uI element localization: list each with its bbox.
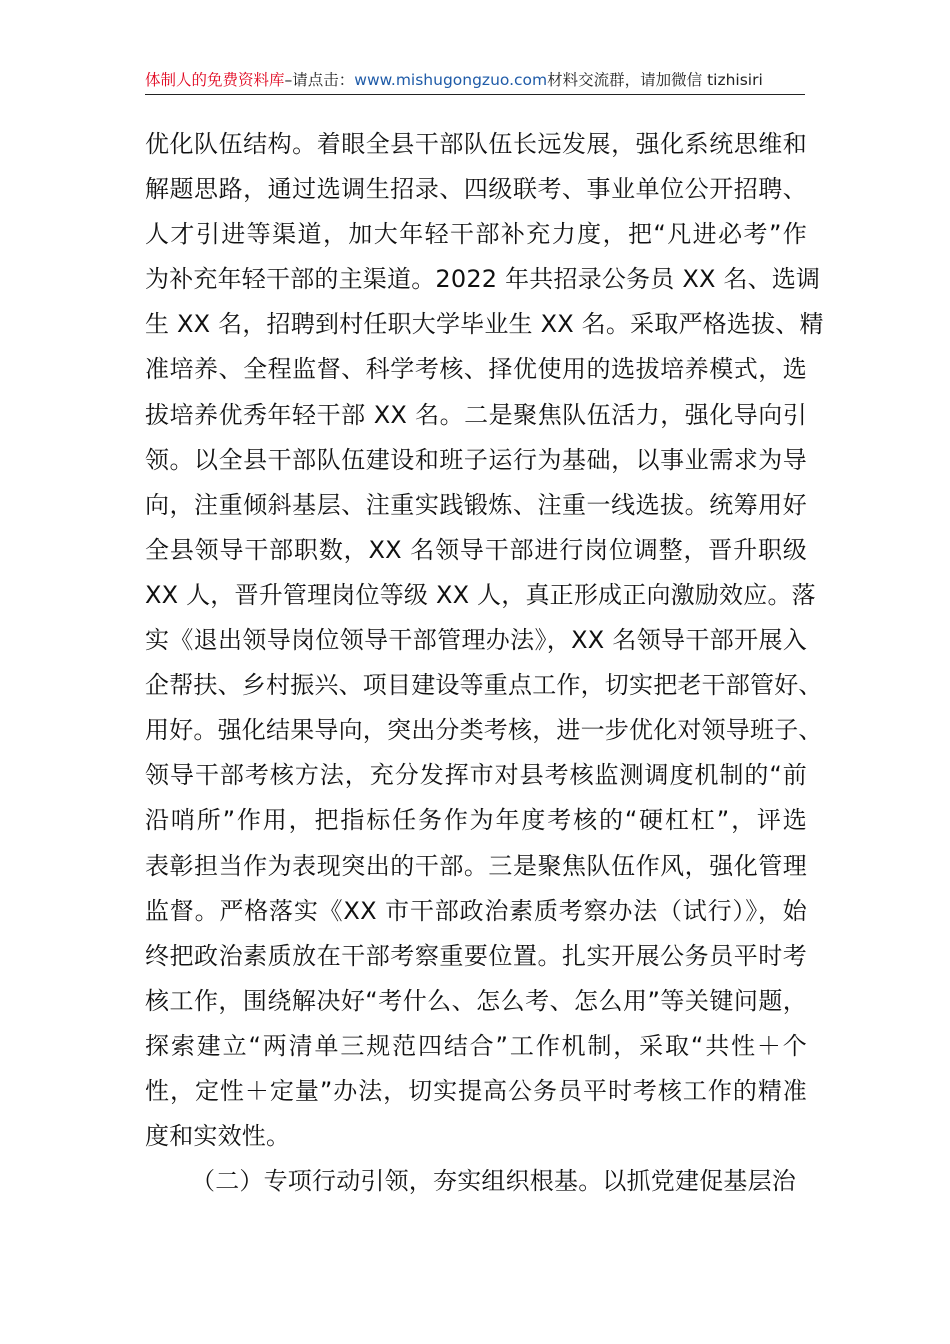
header-lead: –请点击： (284, 71, 355, 89)
text-line: 领。以全县干部队伍建设和班子运行为基础，以事业需求为导 (145, 445, 807, 474)
text-line: 生 XX 名，招聘到村任职大学毕业生 XX 名。采取严格选拔、精 (145, 310, 824, 339)
text-line: 沿哨所”作用，把指标任务作为年度考核的“硬杠杠”，评选 (145, 806, 807, 835)
header-url-link[interactable]: www.mishugongzuo.com (354, 71, 548, 89)
text-line: 企帮扶、乡村振兴、项目建设等重点工作，切实把老干部管好、 (145, 671, 823, 700)
text-line: 向，注重倾斜基层、注重实践锻炼、注重一线选拔。统筹用好 (145, 490, 807, 519)
text-line: 优化队伍结构。着眼全县干部队伍长远发展，强化系统思维和 (145, 130, 807, 158)
text-line: 表彰担当作为表现突出的干部。三是聚焦队伍作风，强化管理 (145, 851, 807, 880)
text-line: 探索建立“两清单三规范四结合”工作机制，采取“共性＋个 (145, 1031, 807, 1060)
header-brand: 体制人的免费资料库 (145, 71, 285, 89)
text-line: 解题思路，通过选调生招录、四级联考、事业单位公开招聘、 (145, 175, 807, 204)
text-line: 终把政治素质放在干部考察重要位置。扎实开展公务员平时考 (145, 941, 807, 970)
text-line: 用好。强化结果导向，突出分类考核，进一步优化对领导班子、 (145, 716, 823, 745)
text-line: 拔培养优秀年轻干部 XX 名。二是聚焦队伍活力，强化导向引 (145, 400, 807, 429)
text-line: 性，定性＋定量”办法，切实提高公务员平时考核工作的精准 (145, 1076, 807, 1105)
section-heading-line: （二）专项行动引领，夯实组织根基。以抓党建促基层治 (191, 1167, 796, 1196)
text-line: XX 人，晋升管理岗位等级 XX 人，真正形成正向激励效应。落 (145, 580, 816, 609)
page-header (145, 68, 805, 95)
body-text (145, 122, 824, 1204)
text-line: 人才引进等渠道，加大年轻干部补充力度，把“凡进必考”作 (145, 220, 807, 249)
text-line: 度和实效性。 (145, 1122, 291, 1151)
text-line: 准培养、全程监督、科学考核、择优使用的选拔培养模式，选 (145, 355, 807, 384)
text-line: 监督。严格落实《XX 市干部政治素质考察办法（试行）》，始 (145, 896, 807, 925)
text-line: 领导干部考核方法，充分发挥市对县考核监测调度机制的“前 (145, 761, 807, 790)
text-line: 实《退出领导岗位领导干部管理办法》，XX 名领导干部开展入 (145, 626, 807, 655)
text-line: 为补充年轻干部的主渠道。2022 年共招录公务员 XX 名、选调 (145, 265, 821, 294)
text-line: 核工作，围绕解决好“考什么、怎么考、怎么用”等关键问题， (145, 986, 807, 1015)
text-line: 全县领导干部职数，XX 名领导干部进行岗位调整，晋升职级 (145, 535, 807, 564)
header-tail: 材料交流群，请加微信 tizhisiri (547, 71, 763, 89)
